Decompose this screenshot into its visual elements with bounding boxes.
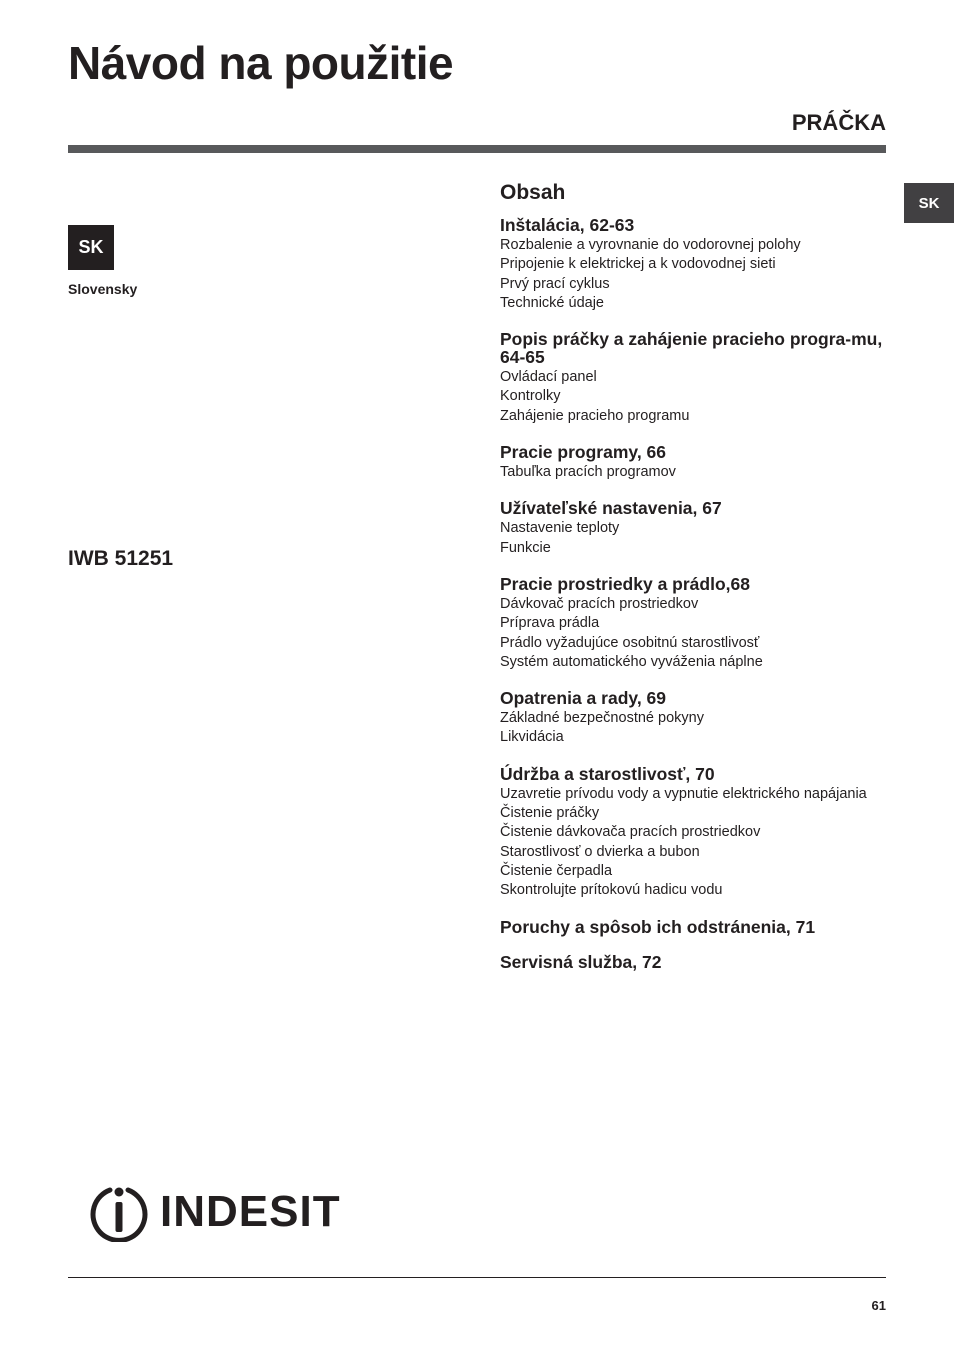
toc-heading: Obsah bbox=[500, 181, 566, 204]
model-number: IWB 51251 bbox=[68, 547, 174, 570]
toc-item: Čistenie čerpadla bbox=[500, 862, 613, 879]
toc-sections bbox=[500, 216, 890, 971]
brand-wordmark: INDESIT bbox=[160, 1187, 341, 1236]
toc-section-title: Popis práčky a zahájenie pracieho progra-mu, 64-65 bbox=[500, 329, 883, 368]
table-of-contents bbox=[500, 180, 890, 988]
toc-section bbox=[500, 575, 890, 672]
toc-item: Nastavenie teploty bbox=[500, 520, 620, 537]
toc-section-title: Servisná služba, 72 bbox=[500, 951, 662, 972]
toc-section-title: Opatrenia a rady, 69 bbox=[500, 688, 667, 709]
toc-item: Príprava prádla bbox=[500, 615, 600, 632]
toc-section bbox=[500, 765, 890, 901]
toc-item: Zahájenie pracieho programu bbox=[500, 407, 690, 424]
toc-item: Technické údaje bbox=[500, 294, 604, 311]
toc-section bbox=[500, 216, 890, 313]
toc-section bbox=[500, 689, 890, 748]
page-title: Návod na použitie bbox=[68, 37, 454, 89]
toc-item: Pripojenie k elektrickej a k vodovodnej sieti bbox=[500, 256, 776, 273]
toc-section-title: Pracie programy, 66 bbox=[500, 442, 667, 463]
toc-item: Skontrolujte prítokovú hadicu vodu bbox=[500, 882, 723, 899]
toc-item: Starostlivosť o dvierka a bubon bbox=[500, 843, 700, 860]
page-number: 61 bbox=[871, 1298, 886, 1313]
toc-section-title: Užívateľské nastavenia, 67 bbox=[500, 498, 722, 519]
toc-item: Čistenie práčky bbox=[500, 805, 600, 822]
toc-section bbox=[500, 330, 890, 426]
language-side-tab: SK bbox=[904, 183, 954, 223]
toc-item: Kontrolky bbox=[500, 388, 561, 405]
toc-item: Prádlo vyžadujúce osobitnú starostlivosť bbox=[500, 634, 760, 651]
toc-section-title: Inštalácia, 62-63 bbox=[500, 215, 635, 235]
toc-item: Likvidácia bbox=[500, 729, 564, 746]
toc-item: Ovládací panel bbox=[500, 369, 597, 386]
toc-section bbox=[500, 953, 890, 971]
toc-section-title: Poruchy a spôsob ich odstránenia, 71 bbox=[500, 916, 816, 937]
toc-section-title: Pracie prostriedky a prádlo,68 bbox=[500, 573, 750, 594]
toc-item: Základné bezpečnostné pokyny bbox=[500, 710, 704, 727]
language-name: Slovensky bbox=[68, 281, 138, 297]
product-type: PRÁČKA bbox=[791, 110, 886, 135]
footer-divider bbox=[68, 1277, 886, 1278]
toc-item: Dávkovač pracích prostriedkov bbox=[500, 595, 699, 612]
toc-section bbox=[500, 499, 890, 558]
indesit-logo-icon bbox=[88, 1182, 150, 1242]
toc-section bbox=[500, 918, 890, 936]
toc-item: Uzavretie prívodu vody a vypnutie elektrického napájania bbox=[500, 785, 867, 802]
toc-item: Funkcie bbox=[500, 539, 551, 556]
toc-item: Rozbalenie a vyrovnanie do vodorovnej polohy bbox=[500, 237, 801, 253]
language-badge: SK bbox=[68, 225, 114, 270]
toc-item: Tabuľka pracích programov bbox=[500, 464, 676, 481]
toc-item: Čistenie dávkovača pracích prostriedkov bbox=[500, 824, 761, 841]
toc-item: Prvý prací cyklus bbox=[500, 275, 610, 292]
header-divider bbox=[68, 145, 886, 153]
toc-section bbox=[500, 443, 890, 482]
brand-logo bbox=[88, 1182, 341, 1242]
toc-section-title: Údržba a starostlivosť, 70 bbox=[500, 763, 715, 784]
toc-item: Systém automatického vyváženia náplne bbox=[500, 653, 763, 670]
